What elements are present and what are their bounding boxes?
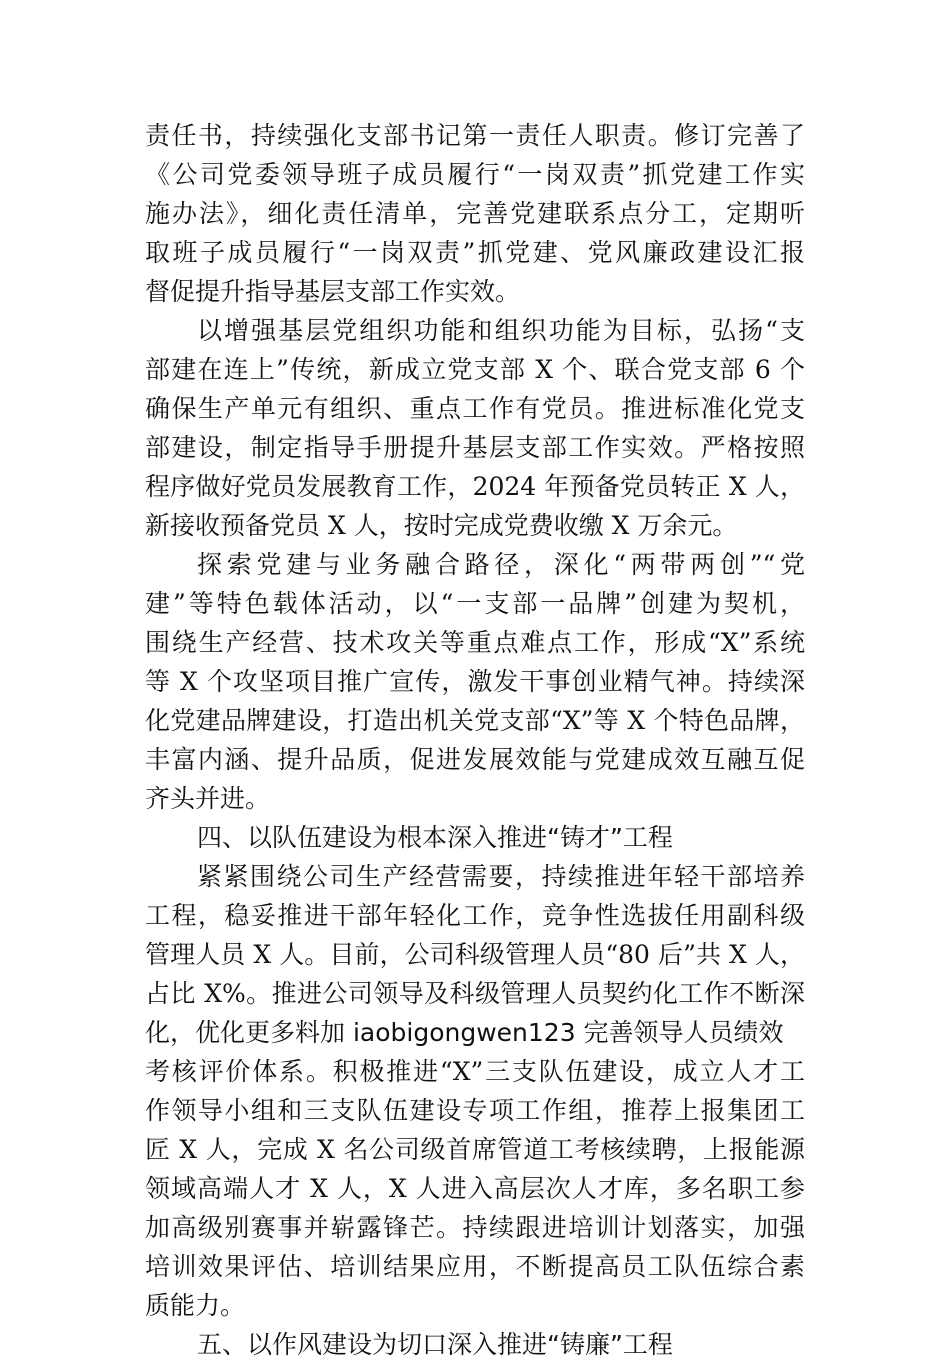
text-line: 质能力。 (145, 1291, 246, 1320)
text-line: 取班子成员履行“一岗双责”抓党建、党风廉政建设汇报 (145, 238, 805, 267)
text-line: 《公司党委领导班子成员履行“一岗双责”抓党建工作实 (145, 160, 805, 189)
text-line: 考核评价体系。积极推进“X”三支队伍建设，成立人才工 (145, 1057, 805, 1086)
paragraph-first-line: 以增强基层党组织功能和组织功能为目标，弘扬“支 (197, 316, 805, 345)
text-line: 施办法》，细化责任清单，完善党建联系点分工，定期听 (145, 199, 805, 228)
text-line: 作领导小组和三支队伍建设专项工作组，推荐上报集团工 (145, 1096, 805, 1125)
text-line: 围绕生产经营、技术攻关等重点难点工作，形成“X”系统 (145, 628, 805, 657)
ad-watermark-text: 更多料加 iaobigongwen123 (245, 1018, 576, 1047)
text-line: 确保生产单元有组织、重点工作有党员。推进标准化党支 (145, 394, 805, 423)
text-line: 新接收预备党员 X 人，按时完成党费收缴 X 万余元。 (145, 511, 738, 540)
text-line: 化党建品牌建设，打造出机关党支部“X”等 X 个特色品牌， (145, 706, 805, 735)
text-line: 培训效果评估、培训结果应用，不断提高员工队伍综合素 (145, 1252, 805, 1281)
text-line: 部建在连上”传统，新成立党支部 X 个、联合党支部 6 个 (145, 355, 805, 384)
text-line-with-ad (145, 1013, 805, 1052)
text-line: 程序做好党员发展教育工作，2024 年预备党员转正 X 人， (145, 472, 805, 501)
text-line: 齐头并进。 (145, 784, 271, 813)
text-line: 占比 X%。推进公司领导及科级管理人员契约化工作不断深 (145, 979, 805, 1008)
text-line: 丰富内涵、提升品质，促进发展效能与党建成效互融互促 (145, 745, 805, 774)
text-fragment: 化，优化 (145, 1018, 246, 1047)
text-line: 工程，稳妥推进干部年轻化工作，竞争性选拔任用副科级 (145, 901, 805, 930)
text-line: 责任书，持续强化支部书记第一责任人职责。修订完善了 (145, 121, 805, 150)
text-line: 管理人员 X 人。目前，公司科级管理人员“80 后”共 X 人， (145, 940, 805, 969)
text-line: 领域高端人才 X 人，X 人进入高层次人才库，多名职工参 (145, 1174, 805, 1203)
paragraph-first-line: 探索党建与业务融合路径，深化“两带两创”“党 (197, 550, 805, 579)
text-line: 建”等特色载体活动，以“一支部一品牌”创建为契机， (145, 589, 805, 618)
text-line: 督促提升指导基层支部工作实效。 (145, 277, 521, 306)
section-heading-5: 五、以作风建设为切口深入推进“铸廉”工程 (197, 1330, 673, 1359)
document-body (145, 116, 805, 1364)
text-fragment: 完善领导人员绩效 (575, 1018, 784, 1047)
section-heading-4: 四、以队伍建设为根本深入推进“铸才”工程 (197, 823, 673, 852)
text-line: 部建设，制定指导手册提升基层支部工作实效。严格按照 (145, 433, 805, 462)
text-line: 加高级别赛事并崭露锋芒。持续跟进培训计划落实，加强 (145, 1213, 805, 1242)
paragraph-first-line: 紧紧围绕公司生产经营需要，持续推进年轻干部培养 (197, 862, 805, 891)
text-line: 匠 X 人，完成 X 名公司级首席管道工考核续聘，上报能源 (145, 1135, 805, 1164)
text-line: 等 X 个攻坚项目推广宣传，激发干事创业精气神。持续深 (145, 667, 805, 696)
